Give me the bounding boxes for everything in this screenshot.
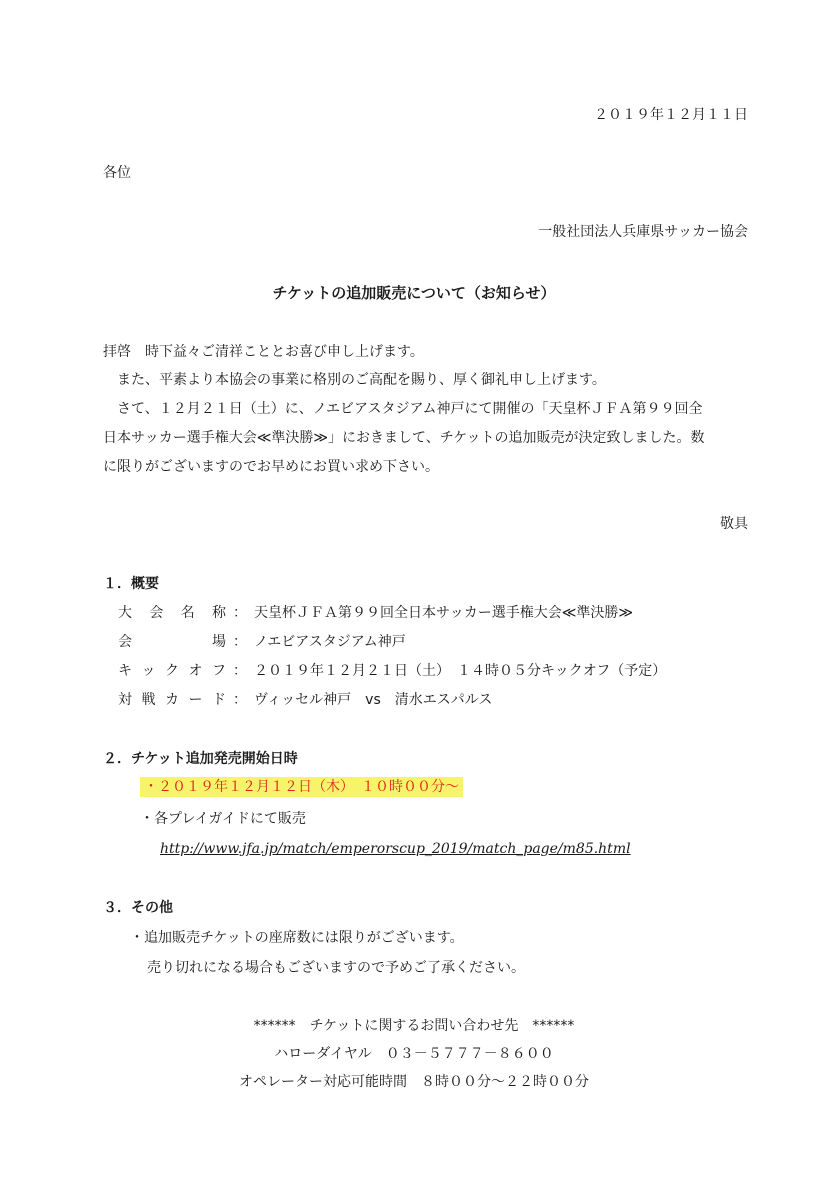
overview-value: ２０１９年１２月２１日（土） １４時０５分キックオフ（予定）	[254, 663, 667, 679]
sender-organization: 一般社団法人兵庫県サッカー協会	[538, 224, 748, 240]
jfa-match-page-link[interactable]: http://www.jfa.jp/match/emperorscup_2019/match_page/m85.html	[160, 841, 631, 857]
contact-hours: オペレーター対応可能時間 ８時００分～２２時００分	[239, 1074, 589, 1090]
overview-label: 対 戦 カ ー ド	[118, 692, 226, 708]
jfa-link-wrapper	[160, 842, 631, 856]
overview-row	[118, 664, 666, 678]
overview-row	[118, 635, 406, 649]
greeting-line: に限りがございますのでお早めにお買い求め下さい。	[103, 459, 439, 475]
section3-heading: ３．その他	[103, 900, 173, 916]
overview-value: ノエビアスタジアム神戸	[254, 634, 406, 650]
overview-value: ヴィッセル神戸 vs 清水エスパルス	[254, 692, 493, 708]
overview-row	[118, 693, 492, 707]
greeting-line: また、平素より本協会の事業に格別のご高配を賜り、厚く御礼申し上げます。	[103, 372, 606, 388]
other-note-line: 売り切れになる場合もございますので予めご了承ください。	[147, 960, 525, 976]
overview-separator: ：	[233, 663, 247, 679]
contact-header: ****** チケットに関するお問い合わせ先 ******	[253, 1018, 575, 1034]
document-date: ２０１９年１２月１１日	[594, 107, 748, 123]
greeting-line: 拝啓 時下益々ご清祥こととお喜び申し上げます。	[103, 344, 424, 360]
greeting-line: 日本サッカー選手権大会≪準決勝≫」におきまして、チケットの追加販売が決定致しました。数	[103, 430, 705, 446]
section2-heading: ２．チケット追加発売開始日時	[103, 751, 298, 767]
closing: 敬具	[720, 516, 748, 532]
overview-separator: ：	[233, 692, 247, 708]
overview-separator: ：	[233, 634, 247, 650]
other-note-line: ・追加販売チケットの座席数には限りがございます。	[130, 930, 464, 946]
playguide-item: ・各プレイガイドにて販売	[140, 811, 306, 827]
greeting-line: さて、１２月２１日（土）に、ノエビアスタジアム神戸にて開催の「天皇杯ＪＦＡ第９９回全	[103, 401, 703, 417]
section1-heading: １．概要	[103, 576, 159, 592]
contact-phone: ハローダイヤル ０３－５７７７－８６００	[274, 1046, 554, 1062]
recipient: 各位	[103, 165, 131, 181]
sale-start-datetime	[140, 780, 463, 794]
overview-separator: ：	[233, 605, 247, 621]
overview-label: 大 会 名 称	[118, 605, 226, 621]
highlighted-datetime: ・２０１９年１２月１２日（木） １０時００分～	[140, 777, 463, 797]
document-title: チケットの追加販売について（お知らせ）	[272, 284, 556, 302]
overview-value: 天皇杯ＪＦＡ第９９回全日本サッカー選手権大会≪準決勝≫	[254, 605, 634, 621]
overview-label: キ ッ ク オ フ	[118, 663, 226, 679]
overview-row	[118, 606, 633, 620]
overview-label: 会 場	[118, 634, 226, 650]
